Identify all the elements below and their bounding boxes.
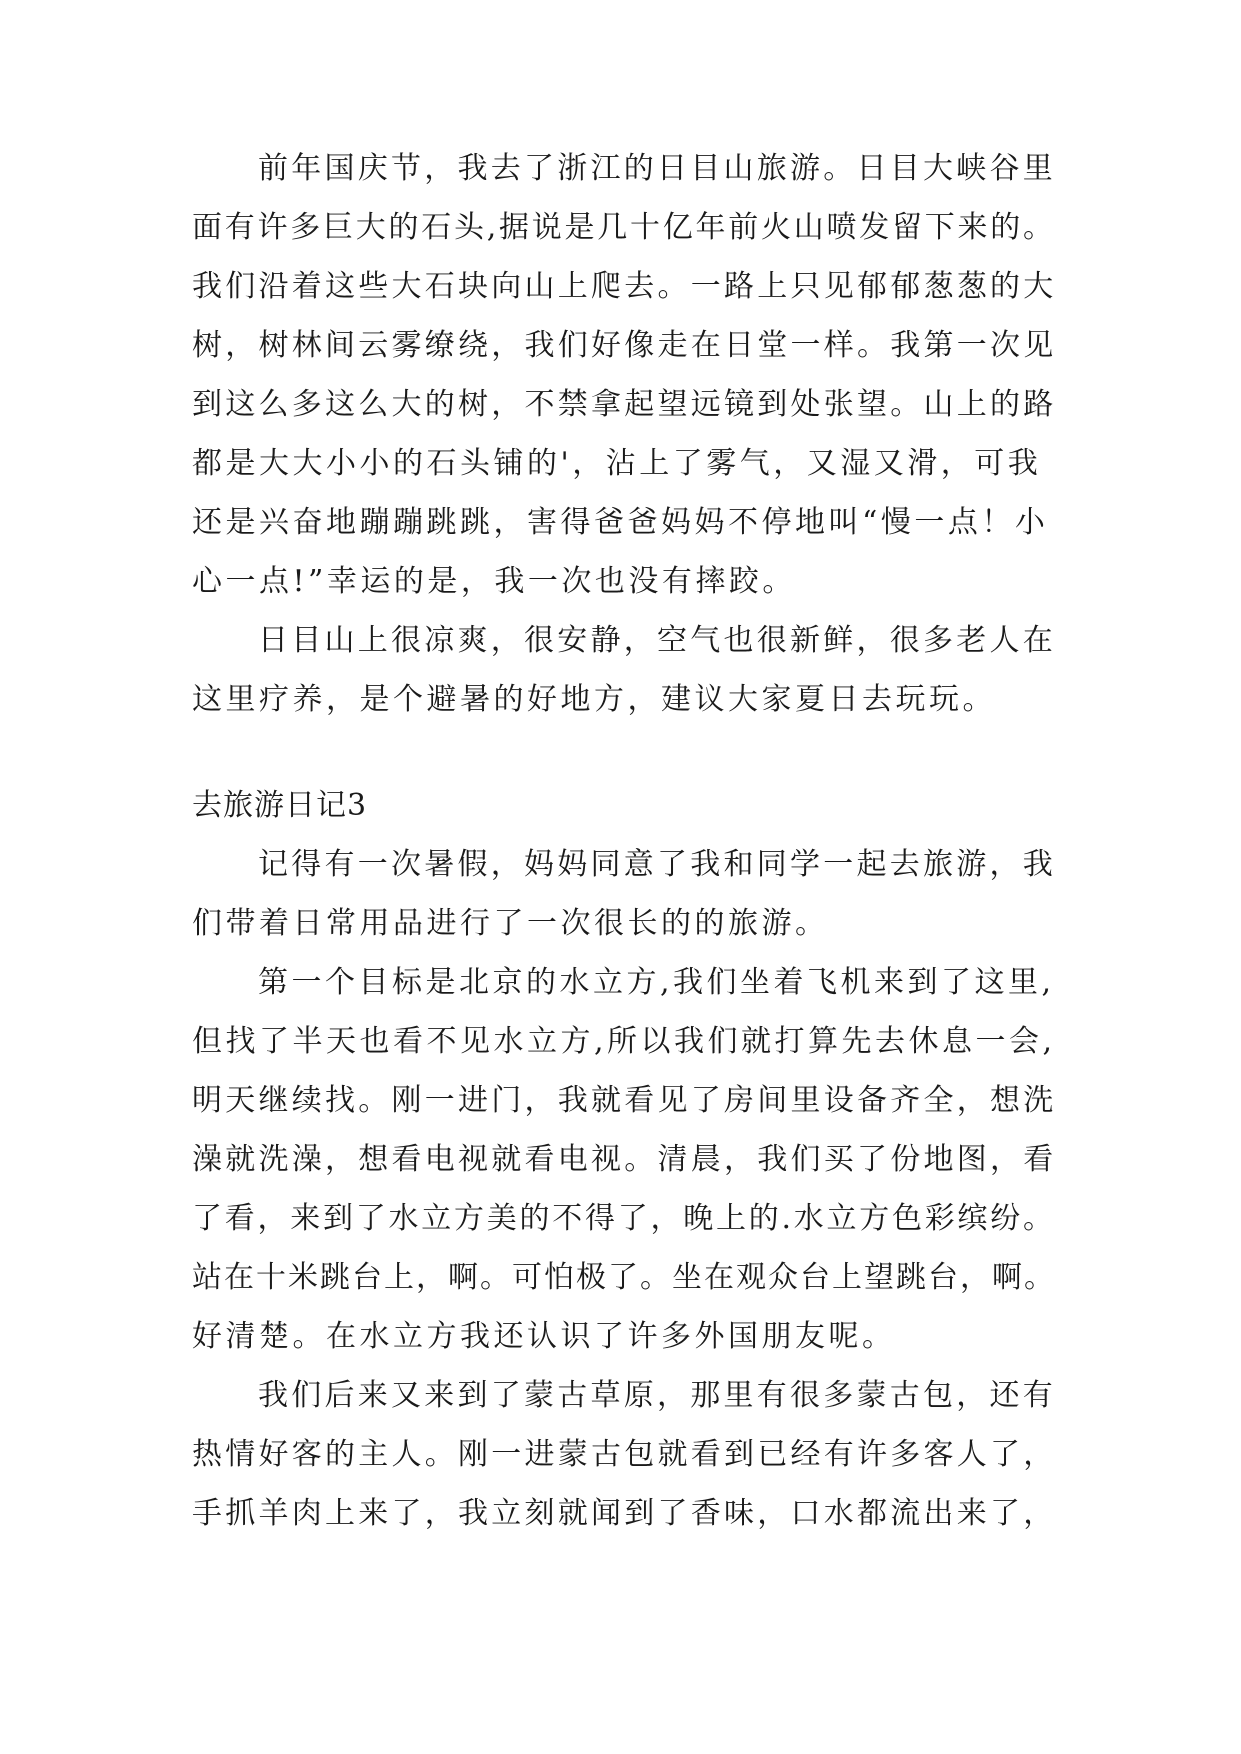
- text-line: 都是大大小小的石头铺的'，沾上了雾气，又湿又滑，可我: [192, 446, 1042, 481]
- text-line: 我们沿着这些大石块向山上爬去。一路上只见郁郁葱葱的大: [192, 269, 1057, 304]
- text-line: 第一个目标是北京的水立方,我们坐着飞机来到了这里,: [258, 965, 1055, 1000]
- text-line: 明天继续找。刚一进门，我就看见了房间里设备齐全，想洗: [192, 1083, 1057, 1118]
- text-line: 们带着日常用品进行了一次很长的的旅游。: [192, 906, 829, 941]
- text-line: 到这么多这么大的树，不禁拿起望远镜到处张望。山上的路: [192, 387, 1057, 422]
- text-line: 日目山上很凉爽，很安静，空气也很新鲜，很多老人在: [258, 623, 1056, 658]
- section-title: 去旅游日记3: [192, 788, 368, 823]
- text-line: 我们后来又来到了蒙古草原，那里有很多蒙古包，还有: [258, 1378, 1056, 1413]
- text-line: 还是兴奋地蹦蹦跳跳，害得爸爸妈妈不停地叫“慢一点！小: [192, 505, 1049, 540]
- text-line: 好清楚。在水立方我还认识了许多外国朋友呢。: [192, 1319, 896, 1354]
- text-line: 手抓羊肉上来了，我立刻就闻到了香味，口水都流出来了，: [192, 1496, 1057, 1531]
- text-line: 了看，来到了水立方美的不得了，晚上的.水立方色彩缤纷。: [192, 1201, 1056, 1236]
- text-line: 记得有一次暑假，妈妈同意了我和同学一起去旅游，我: [258, 847, 1056, 882]
- text-line: 但找了半天也看不见水立方,所以我们就打算先去休息一会,: [192, 1024, 1056, 1059]
- text-line: 面有许多巨大的石头,据说是几十亿年前火山喷发留下来的。: [192, 210, 1056, 245]
- text-line: 站在十米跳台上，啊。可怕极了。坐在观众台上望跳台，啊。: [192, 1260, 1056, 1295]
- text-line: 心一点!”幸运的是，我一次也没有摔跤。: [192, 564, 796, 599]
- text-line: 这里疗养，是个避暑的好地方，建议大家夏日去玩玩。: [192, 682, 996, 717]
- text-line: 澡就洗澡，想看电视就看电视。清晨，我们买了份地图，看: [192, 1142, 1057, 1177]
- text-line: 热情好客的主人。刚一进蒙古包就看到已经有许多客人了，: [192, 1437, 1057, 1472]
- text-line: 树，树林间云雾缭绕，我们好像走在日堂一样。我第一次见: [192, 328, 1057, 363]
- text-line: 前年国庆节，我去了浙江的日目山旅游。日目大峡谷里: [258, 151, 1056, 186]
